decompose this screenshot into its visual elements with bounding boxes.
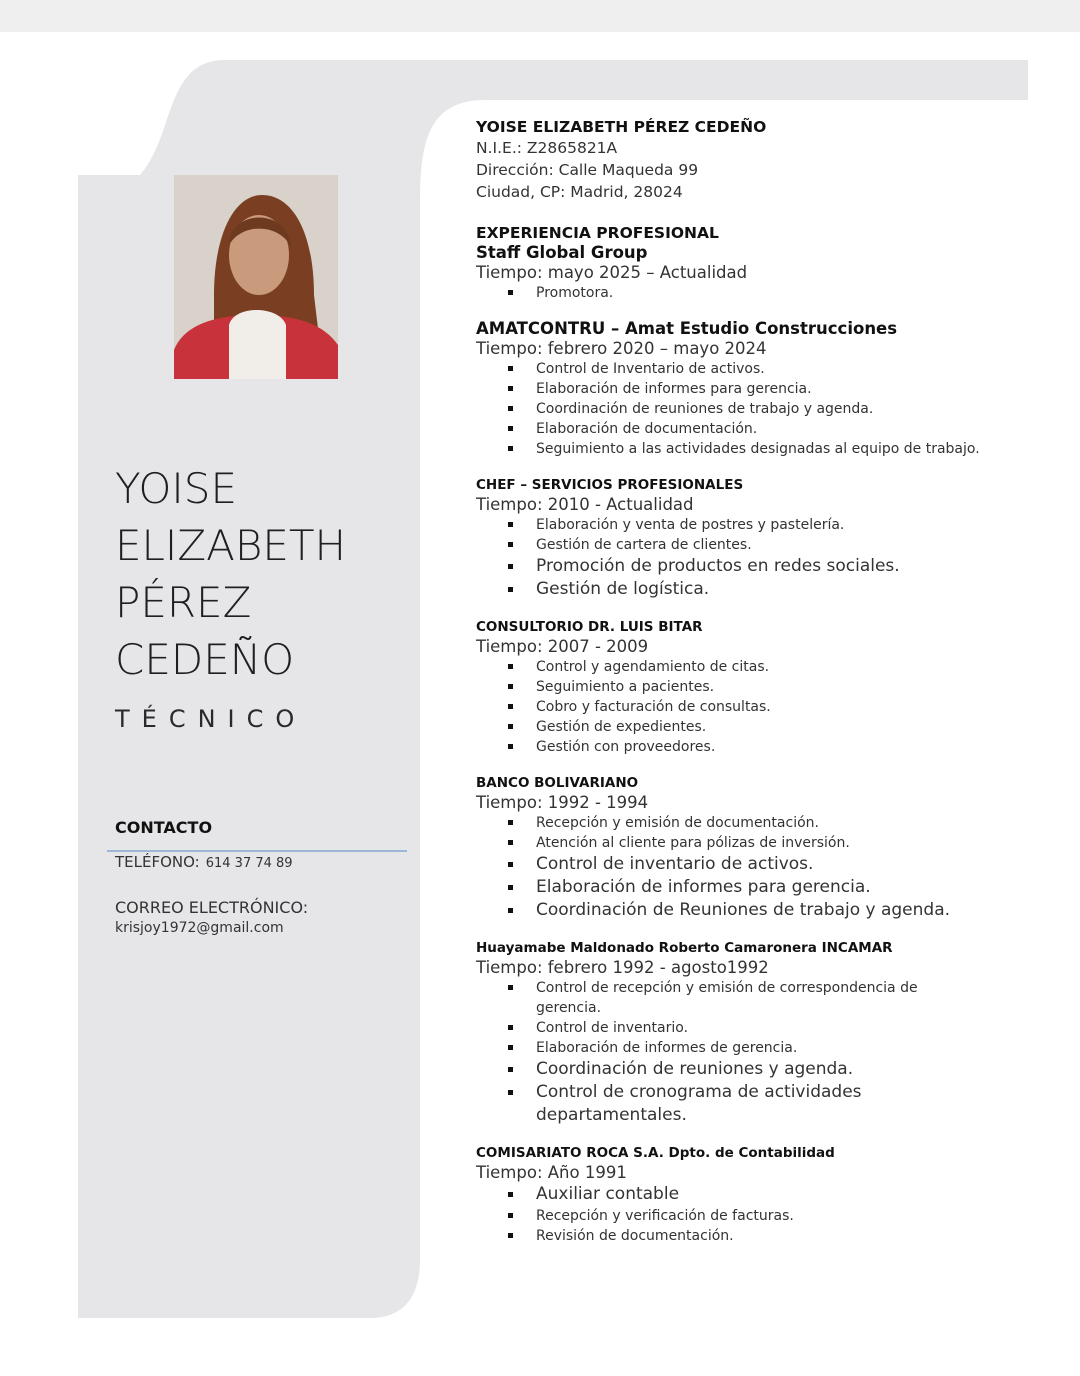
list-item: Promoción de productos en redes sociales.: [476, 555, 986, 578]
company-name: Staff Global Group: [476, 243, 648, 262]
phone-row: [115, 853, 293, 871]
list-item: Control y agendamiento de citas.: [476, 657, 986, 677]
list-item: Control de Inventario de activos.: [476, 359, 986, 379]
job-time: Tiempo: 2007 - 2009: [476, 637, 649, 656]
email-label: CORREO ELECTRÓNICO:: [115, 898, 309, 917]
list-item: Control de inventario.: [476, 1018, 986, 1038]
list-item: Seguimiento a pacientes.: [476, 677, 986, 697]
job-time: Tiempo: 2010 - Actualidad: [476, 495, 694, 514]
header-name: YOISE ELIZABETH PÉREZ CEDEÑO: [476, 118, 767, 136]
job-time: Tiempo: 1992 - 1994: [476, 793, 649, 812]
job-entry: [476, 475, 1016, 601]
job-duties: [476, 283, 1016, 303]
job-time: Tiempo: febrero 1992 - agosto1992: [476, 958, 769, 977]
resume-main-content: [476, 117, 1016, 1246]
list-item: Revisión de documentación.: [476, 1226, 986, 1246]
list-item: Coordinación de reuniones de trabajo y agenda.: [476, 399, 986, 419]
profile-photo: [174, 175, 338, 379]
experience-heading: EXPERIENCIA PROFESIONAL: [476, 224, 719, 242]
company-name: AMATCONTRU – Amat Estudio Construcciones: [476, 319, 898, 338]
list-item: Coordinación de Reuniones de trabajo y agenda.: [476, 899, 986, 922]
contact-heading: CONTACTO: [115, 818, 213, 837]
list-item: Recepción y verificación de facturas.: [476, 1206, 986, 1226]
job-entry: [476, 319, 1016, 459]
list-item: Recepción y emisión de documentación.: [476, 813, 986, 833]
list-item: Gestión con proveedores.: [476, 737, 986, 757]
list-item: Seguimiento a las actividades designadas al equipo de trabajo.: [476, 439, 986, 459]
city-line: Ciudad, CP: Madrid, 28024: [476, 183, 683, 201]
name-line: CEDEÑO: [115, 635, 295, 684]
address-line: Dirección: Calle Maqueda 99: [476, 161, 699, 179]
job-entry: [476, 617, 1016, 757]
phone-value: 614 37 74 89: [205, 856, 293, 871]
job-entry: [476, 938, 1016, 1127]
list-item: Control de cronograma de actividades departamentales.: [476, 1081, 986, 1127]
company-name: CONSULTORIO DR. LUIS BITAR: [476, 619, 703, 635]
list-item: Gestión de expedientes.: [476, 717, 986, 737]
job-time: Tiempo: febrero 2020 – mayo 2024: [476, 339, 767, 358]
name-line: ELIZABETH: [115, 521, 347, 570]
list-item: Elaboración y venta de postres y pastelería.: [476, 515, 986, 535]
job-entry: [476, 243, 1016, 303]
name-line: PÉREZ: [115, 578, 252, 627]
job-duties: [476, 657, 1016, 757]
list-item: Coordinación de reuniones y agenda.: [476, 1058, 986, 1081]
list-item: Elaboración de documentación.: [476, 419, 986, 439]
list-item: Atención al cliente para pólizas de inversión.: [476, 833, 986, 853]
list-item: Elaboración de informes de gerencia.: [476, 1038, 986, 1058]
job-duties: [476, 1183, 1016, 1246]
list-item: Cobro y facturación de consultas.: [476, 697, 986, 717]
email-value[interactable]: krisjoy1972@gmail.com: [115, 920, 284, 936]
job-duties: [476, 978, 1016, 1127]
company-name: Huayamabe Maldonado Roberto Camaronera INCAMAR: [476, 940, 893, 956]
list-item: Control de recepción y emisión de correspondencia de gerencia.: [476, 978, 986, 1018]
job-time: Tiempo: Año 1991: [476, 1163, 627, 1182]
list-item: Elaboración de informes para gerencia.: [476, 379, 986, 399]
sidebar-full-name: [115, 460, 405, 688]
company-name: COMISARIATO ROCA S.A. Dpto. de Contabilidad: [476, 1145, 835, 1161]
job-entry: [476, 773, 1016, 922]
company-name: CHEF – SERVICIOS PROFESIONALES: [476, 477, 744, 493]
phone-label: TELÉFONO:: [115, 853, 200, 871]
job-time: Tiempo: mayo 2025 – Actualidad: [476, 263, 748, 282]
list-item: Gestión de logística.: [476, 578, 986, 601]
list-item: Elaboración de informes para gerencia.: [476, 876, 986, 899]
name-line: YOISE: [115, 464, 238, 513]
list-item: Gestión de cartera de clientes.: [476, 535, 986, 555]
contact-divider: [107, 850, 407, 852]
nie-line: N.I.E.: Z2865821A: [476, 139, 618, 157]
job-duties: [476, 813, 1016, 922]
job-entry: [476, 1143, 1016, 1246]
job-duties: [476, 515, 1016, 601]
list-item: Promotora.: [476, 283, 986, 303]
job-role: TÉCNICO: [115, 705, 307, 733]
job-duties: [476, 359, 1016, 459]
company-name: BANCO BOLIVARIANO: [476, 775, 639, 791]
list-item: Control de inventario de activos.: [476, 853, 986, 876]
list-item: Auxiliar contable: [476, 1183, 986, 1206]
